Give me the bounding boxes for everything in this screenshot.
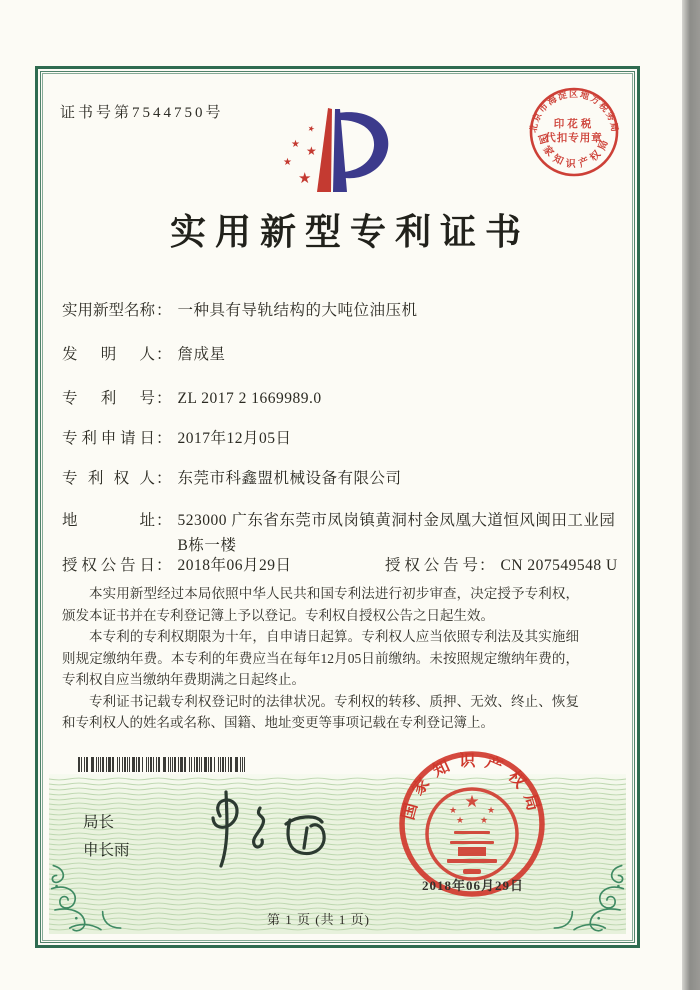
colon: ： [156,430,172,447]
field-label-grant-no: 授权公告号 [385,557,478,574]
cnipa-logo [281,104,403,198]
colon: ： [156,470,172,487]
director-title: 局长 [83,814,115,831]
field-value-address: 523000 广东省东莞市凤岗镇黄洞村金凤凰大道恒风闽田工业园B栋一楼 [177,512,616,554]
field-value-filing-date: 2017年12月05日 [177,430,292,447]
colon: ： [156,557,172,574]
field-label-grant-date: 授权公告日 [62,557,155,574]
colon: ： [156,302,172,319]
field-row-filing-date [62,426,292,448]
page-number: 第 1 页 (共 1 页) [267,912,370,927]
logo-blue-stem [333,109,347,192]
svg-text:★: ★ [306,144,317,158]
colon: ： [156,390,172,407]
field-row-name [62,298,418,320]
field-label-inventor: 发明人 [62,346,155,363]
tax-stamp-seal [526,83,622,181]
svg-text:★: ★ [455,815,465,825]
field-label-patentee: 专利权人 [62,470,155,487]
field-row-grant [62,553,618,575]
field-row-inventor [62,342,226,364]
scan-edge-shadow [682,0,700,990]
field-value-name: 一种具有导轨结构的大吨位油压机 [177,302,418,319]
certificate-title: 实用新型专利证书 [169,212,530,252]
field-row-patent-no [62,386,322,408]
director-signature [190,788,342,870]
svg-text:★: ★ [448,805,458,815]
logo-red-wedge [317,108,332,192]
field-value-patentee: 东莞市科鑫盟机械设备有限公司 [177,470,402,487]
field-group-grant-no [385,553,618,575]
corner-flourish-right [551,859,625,933]
svg-text:国家知识产权局 [398,751,545,822]
svg-text:★: ★ [306,123,316,135]
paragraph-2: 本专利的专利权期限为十年，自申请日起算。专利权人应当依照专利法及其实施细则规定缴纳年费。本专利的年费应当在每年12月05日前缴纳。未按照规定缴纳年费的，专利权自应当缴纳年费期满之日起终止。 [62,629,579,687]
svg-text:★: ★ [486,805,496,815]
svg-text:★: ★ [291,139,300,150]
legal-paragraphs [62,583,579,734]
tax-stamp-bottom-arc: 国家知识产权局 [535,132,613,171]
field-value-patent-no: ZL 2017 2 1669989.0 [177,390,322,407]
field-value-grant-no: CN 207549548 U [500,557,618,574]
field-row-patentee [62,466,402,488]
certificate-number: 证书号第7544750号 [60,105,224,121]
field-label-name: 实用新型名称 [62,302,156,319]
field-value-inventor: 詹成星 [177,346,226,363]
logo-stars [283,123,317,187]
corner-flourish-left [50,859,124,933]
field-label-patent-no: 专利号 [62,390,155,407]
paragraph-1: 本实用新型经过本局依照中华人民共和国专利法进行初步审查，决定授予专利权，颁发本证书并在专利登记簿上予以登记。专利权自授权公告之日起生效。 [62,586,579,623]
field-row-address [62,508,625,558]
barcode [78,757,250,772]
svg-text:★: ★ [464,792,480,811]
logo-blue-bowl [338,112,388,178]
seal-arc-text: 国家知识产权局 [398,750,546,822]
colon: ： [156,512,172,529]
field-label-address: 地址 [62,512,155,529]
svg-text:★: ★ [479,815,489,825]
tax-stamp-top-arc: 北京市海淀区地方税务局 [527,88,621,134]
colon: ： [156,346,172,363]
director-name: 申长雨 [83,842,130,859]
tax-stamp-line1: 印花税 [553,119,595,130]
paragraph-3: 专利证书记载专利权登记时的法律状况。专利权的转移、质押、无效、终止、恢复和专利权人的姓名或名称、国籍、地址变更等事项记载在专利登记簿上。 [62,693,579,730]
svg-text:★: ★ [298,171,312,187]
field-value-grant-date: 2018年06月29日 [177,557,292,574]
colon: ： [479,557,495,574]
seal-date: 2018年06月29日 [421,878,524,893]
field-label-filing-date: 专利申请日 [62,430,155,447]
national-emblem [427,789,517,879]
tax-stamp-line2: 代扣专用章 [545,133,603,144]
svg-text:★: ★ [283,157,292,168]
